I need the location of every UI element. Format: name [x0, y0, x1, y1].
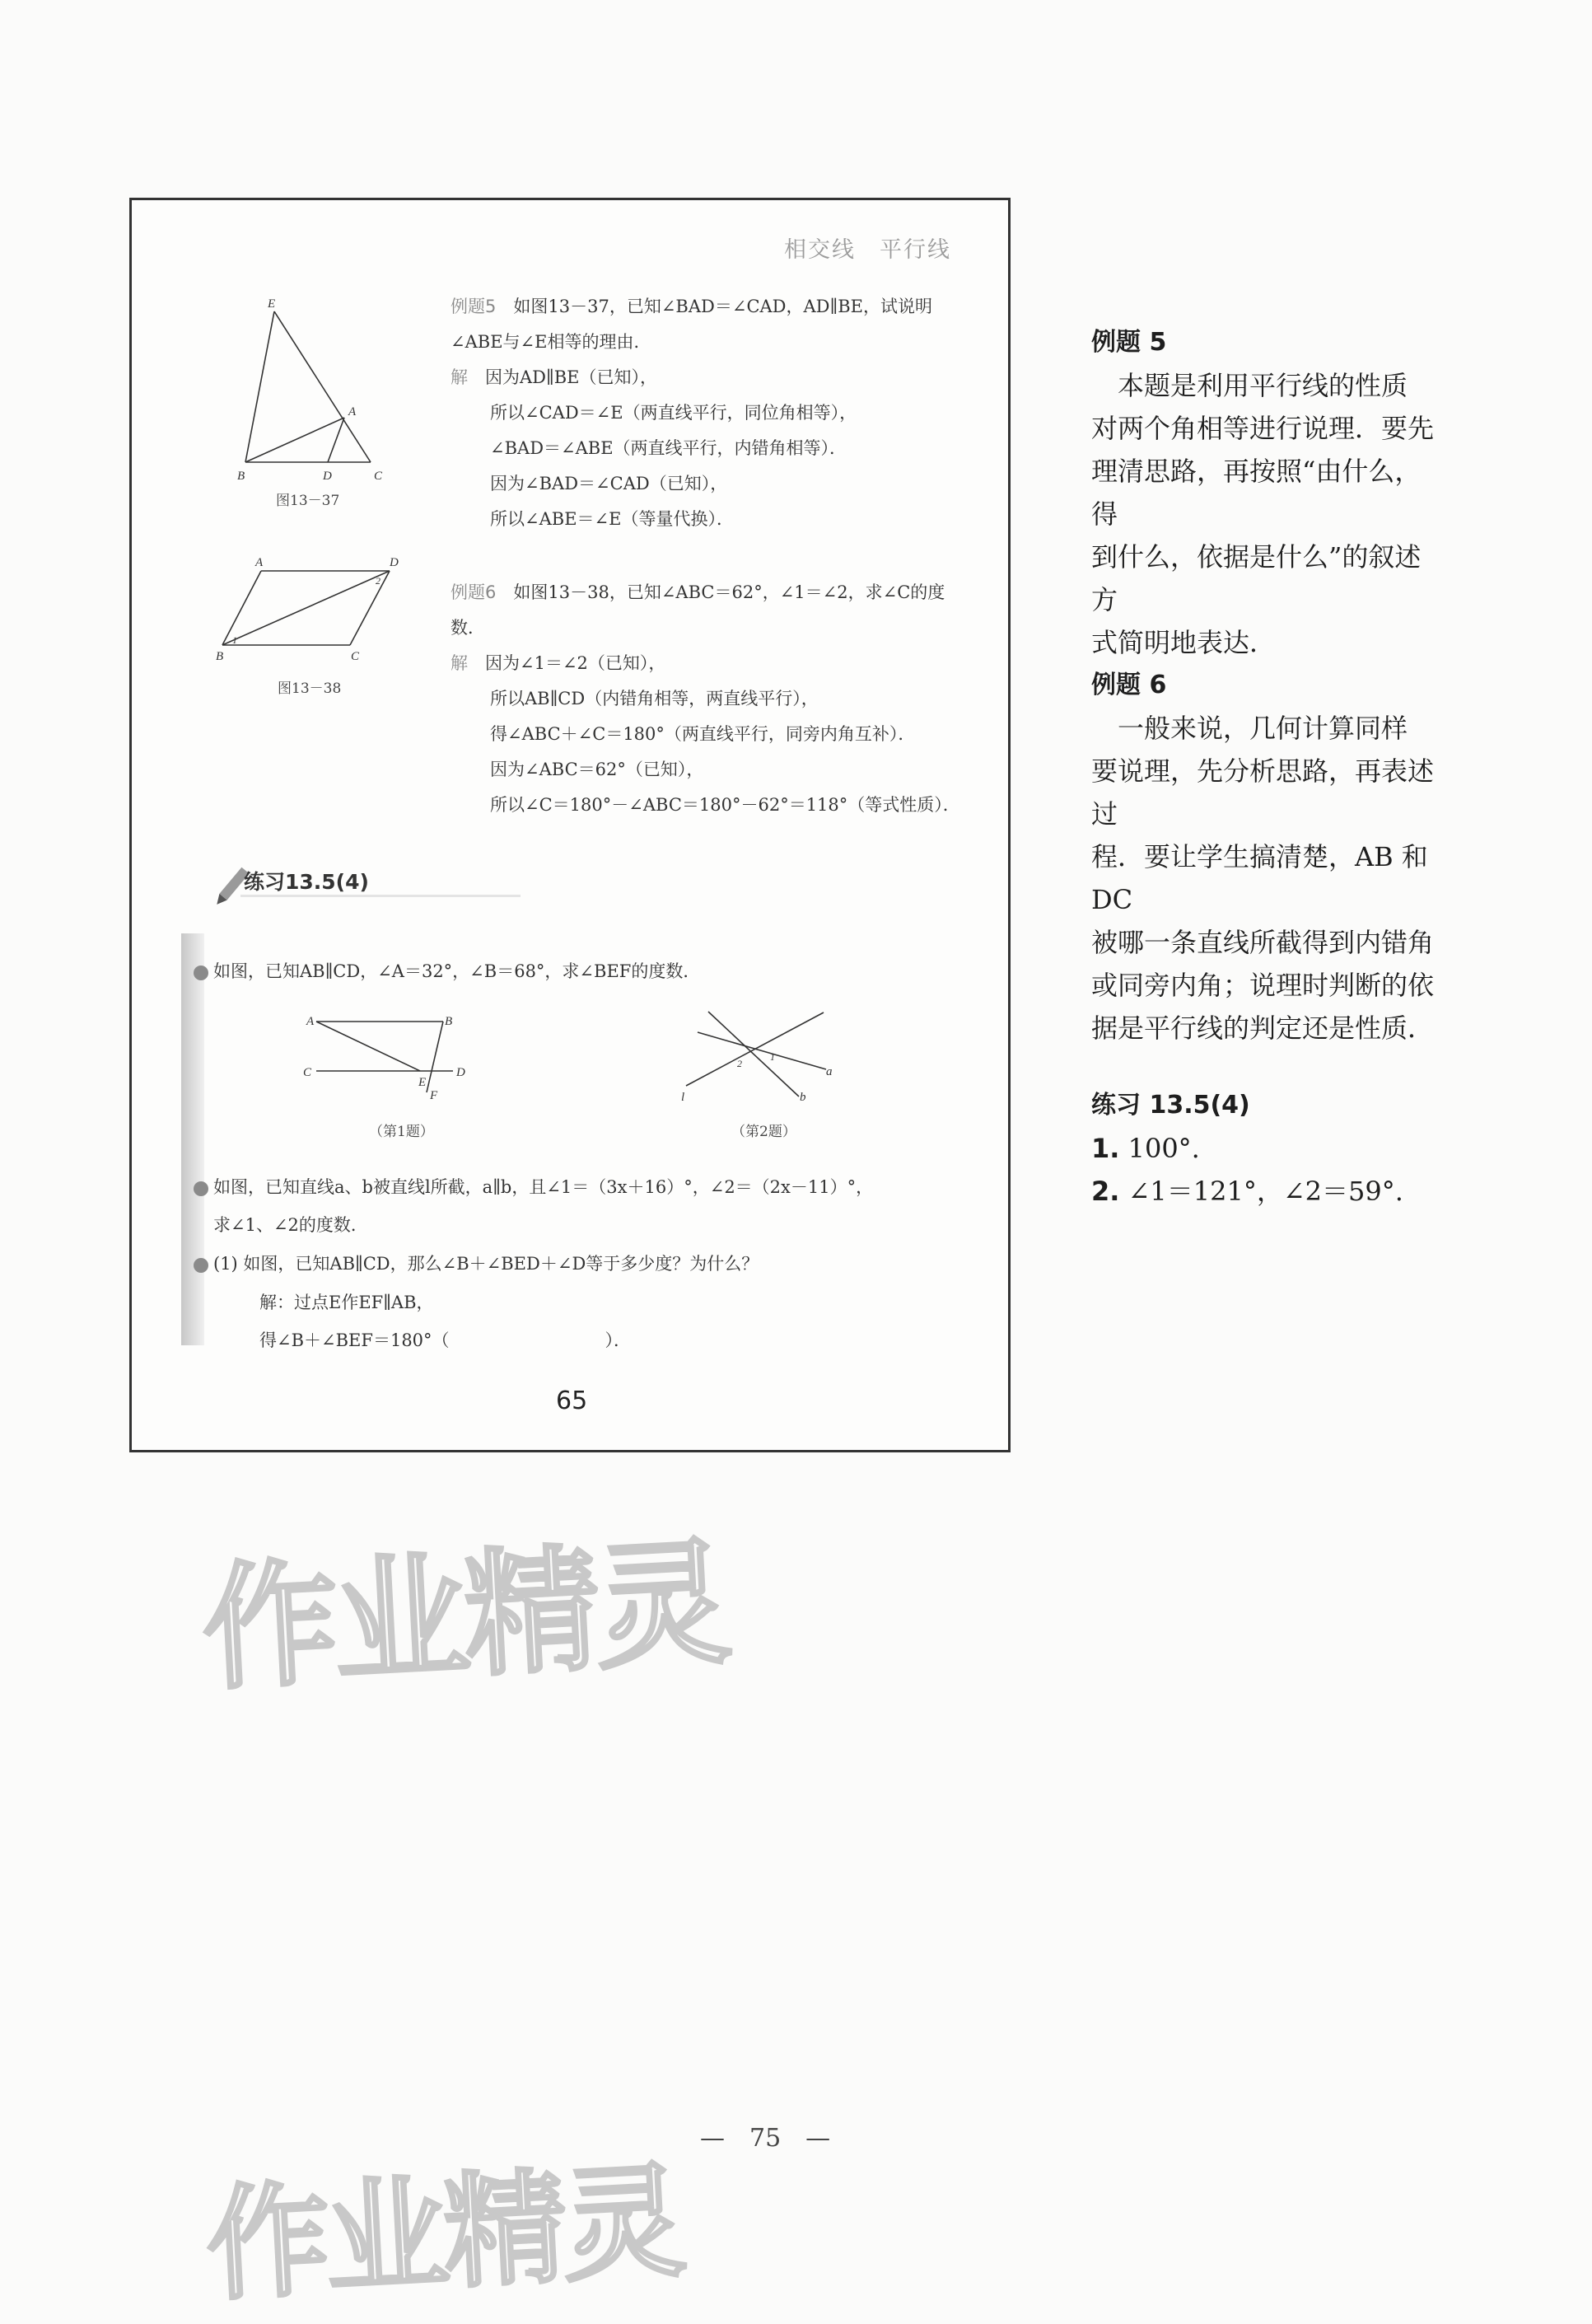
point-A-label: A [255, 556, 264, 569]
page-footer: — 75 — [700, 2124, 831, 2153]
answer-1-number: 1. [1091, 1133, 1120, 1164]
exercise-title: 练习13.5(4) [244, 870, 369, 894]
example-5-line-2: ∠ABE与∠E相等的理由． [451, 332, 651, 352]
point-D-label: D [390, 556, 399, 569]
example-5-step: 因为∠BAD＝∠CAD（已知）， [490, 474, 728, 493]
point-B-label: B [237, 470, 245, 483]
chapter-header: 相交线 平行线 [784, 237, 951, 263]
question-2-line-2: 求∠1、∠2的度数． [213, 1215, 368, 1235]
point-C-label: C [303, 1066, 312, 1079]
question-number-marker [194, 1258, 208, 1273]
question-2-line-1: 如图，已知直线a、b被直线l所截，a∥b，且∠1＝（3x＋16）°，∠2＝（2x－11）°， [213, 1177, 874, 1197]
note-example-5-line: 对两个角相等进行说理．要先 [1091, 413, 1435, 444]
point-D-label: D [456, 1066, 465, 1079]
example-6-solution-label: 解 [451, 653, 468, 673]
note-example-5-line: 理清思路，再按照“由什么，得 [1091, 456, 1422, 530]
question-3-line-1: (1) 如图，已知AB∥CD，那么∠B＋∠BED＋∠D等于多少度？为什么？ [213, 1254, 759, 1274]
angle-2-label: 2 [737, 1058, 742, 1069]
line-b [708, 1012, 799, 1097]
example-5-step: 因为AD∥BE（已知）， [485, 367, 657, 387]
point-A-label: A [306, 1015, 315, 1028]
exercise-figure-2-caption: （第2题） [731, 1124, 796, 1140]
segment-AB [245, 418, 344, 462]
figure-13-38 [214, 546, 404, 662]
example-6-step: 因为∠ABC＝62°（已知）， [490, 760, 704, 779]
angle-1-label: 1 [232, 634, 237, 646]
answers-title: 练习 13.5(4) [1091, 1091, 1250, 1120]
example-6-line-2: 数． [451, 618, 485, 638]
point-C-label: C [374, 470, 383, 483]
segment-EB [245, 311, 274, 462]
segment-AE [316, 1022, 420, 1071]
note-example-6-line: 程．要让学生搞清楚，AB 和 DC [1091, 841, 1428, 915]
line-BF [427, 1022, 443, 1092]
example-5-step: 所以∠ABE＝∠E（等量代换）． [490, 509, 734, 529]
note-example-5-line: 本题是利用平行线的性质 [1091, 370, 1408, 401]
watermark: 作业精灵 [203, 2150, 684, 2318]
exercise-figure-2 [679, 1008, 844, 1102]
note-example-5-line: 式简明地表达． [1091, 627, 1277, 658]
point-F-label: F [430, 1089, 438, 1102]
note-example-6-line: 被哪一条直线所截得到内错角 [1091, 927, 1435, 958]
note-example-6-title: 例题 6 [1091, 671, 1167, 699]
figure-13-37 [229, 295, 394, 484]
figure-13-37-caption: 图13－37 [276, 493, 340, 509]
point-D-label: D [323, 470, 332, 483]
line-a-label: a [826, 1065, 833, 1078]
example-6-step: 所以∠C＝180°－∠ABC＝180°－62°＝118°（等式性质）． [490, 795, 960, 815]
question-2 [194, 1174, 873, 1199]
example-5-step: ∠BAD＝∠ABE（两直线平行，内错角相等）． [490, 438, 847, 458]
question-3 [194, 1251, 759, 1275]
angle-1-label: 1 [770, 1051, 775, 1063]
example-5-line-1: 如图13－37，已知∠BAD＝∠CAD，AD∥BE，试说明 [513, 297, 932, 316]
textbook-page-frame [129, 198, 1011, 1452]
example-6-step: 因为∠1＝∠2（已知）， [485, 653, 666, 673]
exercise-figure-1 [296, 1012, 494, 1106]
example-6-label: 例题6 [451, 582, 497, 602]
question-1 [194, 958, 700, 983]
question-3-line-2: 解：过点E作EF∥AB， [259, 1293, 434, 1312]
diagonal-BD [222, 571, 390, 645]
example-5-solution-label: 解 [451, 367, 468, 387]
point-B-label: B [445, 1015, 453, 1028]
note-example-6-line: 一般来说，几何计算同样 [1091, 713, 1408, 744]
example-6-step: 所以AB∥CD（内错角相等，两直线平行）， [490, 689, 819, 708]
point-C-label: C [351, 650, 360, 662]
line-l-label: l [681, 1091, 685, 1102]
exercise-side-band [181, 933, 204, 1345]
answer-2-number: 2. [1091, 1176, 1120, 1207]
point-A-label: A [348, 405, 357, 419]
exercise-figure-1-caption: （第1题） [369, 1124, 434, 1140]
example-5-label: 例题5 [451, 297, 497, 316]
question-3-line-3: 得∠B＋∠BEF＝180°（ ）． [259, 1330, 632, 1350]
example-5-step: 所以∠CAD＝∠E（两直线平行，同位角相等）， [490, 403, 857, 423]
question-number-marker [194, 1181, 208, 1196]
question-1-text: 如图，已知AB∥CD，∠A＝32°，∠B＝68°，求∠BEF的度数． [213, 961, 701, 981]
segment-EC [274, 311, 371, 462]
note-example-6-line: 据是平行线的判定还是性质． [1091, 1012, 1435, 1044]
side-notes [1091, 321, 1437, 1213]
point-E-label: E [418, 1076, 427, 1089]
question-number-marker [194, 966, 208, 980]
answer-1: 100°. [1127, 1133, 1200, 1164]
note-example-6-line: 要说理，先分析思路，再表述过 [1091, 755, 1435, 830]
figure-13-38-caption: 图13－38 [278, 680, 342, 697]
answer-2: ∠1＝121°，∠2＝59°. [1127, 1176, 1403, 1207]
segment-AB [222, 571, 261, 645]
book-page-number: 65 [556, 1386, 588, 1415]
angle-2-label: 2 [376, 575, 380, 587]
note-example-5-title: 例题 5 [1091, 328, 1167, 357]
watermark: 作业精灵 [198, 1523, 731, 1709]
note-example-6-line: 或同旁内角；说理时判断的依 [1091, 970, 1435, 1001]
example-6-line-1: 如图13－38，已知∠ABC＝62°，∠1＝∠2，求∠C的度 [513, 582, 945, 602]
point-E-label: E [268, 297, 276, 311]
example-6-block [451, 575, 960, 823]
line-b-label: b [800, 1091, 806, 1102]
point-B-label: B [216, 650, 224, 662]
line-a [698, 1032, 826, 1069]
note-example-5-line: 到什么，依据是什么”的叙述方 [1091, 541, 1422, 615]
segment-DC [350, 571, 390, 645]
example-5-block [451, 289, 932, 537]
example-6-step: 得∠ABC＋∠C＝180°（两直线平行，同旁内角互补）． [490, 724, 916, 744]
